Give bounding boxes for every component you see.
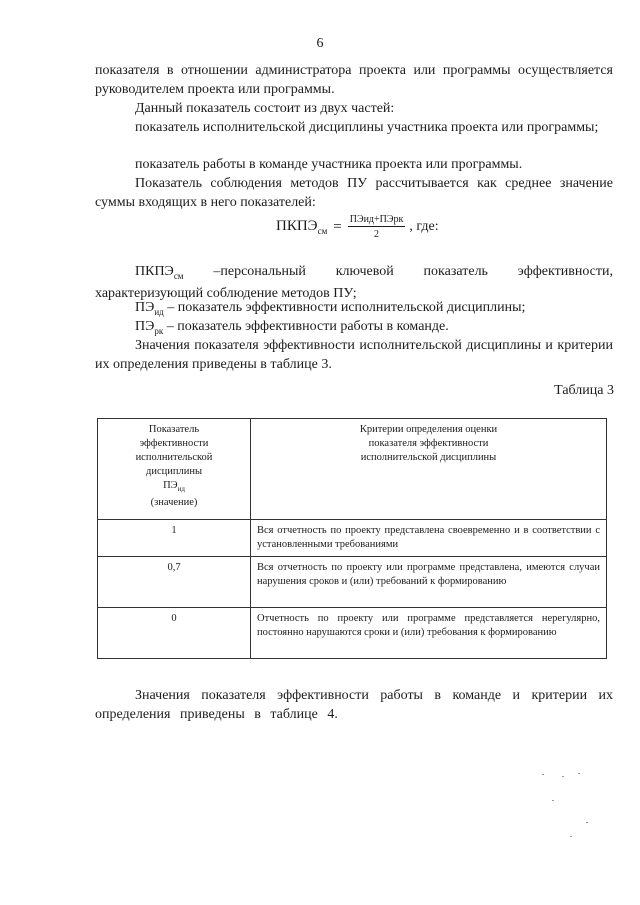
scan-specks [540, 770, 600, 840]
formula-denominator: 2 [374, 229, 380, 240]
paragraph-10: Значения показателя эффективности работы в команде и критерии их определения приведены в таблице 4. [95, 688, 613, 722]
table-row [98, 608, 607, 659]
table-cell-value: 1 [98, 520, 251, 557]
formula [276, 214, 439, 240]
table-cell-value: 0 [98, 608, 251, 659]
paragraph-definition-pkpe: $ПКПЭ_{см}$ –персональный ключевой показатель эффективности, характеризующий соблюдение методов ПУ; [95, 264, 613, 302]
table-cell-criteria: Вся отчетность по проекту представлена своевременно и в соответствии с установленными требованиями [251, 520, 607, 557]
paragraph-5: Показатель соблюдения методов ПУ рассчитывается как среднее значение суммы входящих в него показателей: [95, 176, 613, 210]
formula-tail: , где: [409, 219, 439, 234]
table-caption: Таблица 3 [554, 383, 614, 398]
table-header-row [98, 419, 607, 520]
header-cell-indicator: Показатель эффективности исполнительской дисциплины $ПЭ_{ид}$ (значение) [98, 419, 251, 520]
table-row [98, 520, 607, 557]
criteria-table [97, 418, 607, 659]
paragraph-9: Значения показателя эффективности исполнительской дисциплины и критерии их определения приведены в таблице 3. [95, 338, 613, 372]
formula-fraction [348, 214, 406, 240]
table-cell-value: 0,7 [98, 557, 251, 608]
paragraph-3: показатель исполнительской дисциплины участника проекта или программы; [135, 120, 599, 135]
paragraph-definition-pe-rk: $ПЭ_{рк}$ – показатель эффективности работы в команде. [135, 319, 449, 336]
formula-lhs-subscript: см [317, 226, 328, 236]
page-number: 6 [316, 36, 324, 51]
table-cell-criteria: Вся отчетность по проекту или программе представлена, имеются случаи нарушения сроков и (или) требований к формированию [251, 557, 607, 608]
formula-numerator: ПЭид+ПЭрк [349, 214, 404, 225]
table-row [98, 557, 607, 608]
table-cell-criteria: Отчетность по проекту или программе представляется нерегулярно, постоянно нарушаются сроки и (или) требования к формированию [251, 608, 607, 659]
paragraph-definition-pe-id: $ПЭ_{ид}$ – показатель эффективности исполнительской дисциплины; [135, 300, 526, 317]
paragraph-4: показатель работы в команде участника проекта или программы. [135, 157, 523, 172]
header-cell-criteria: Критерии определения оценки показателя эффективности исполнительской дисциплины [251, 419, 607, 520]
formula-lhs: $ПКПЭ_{см}$ [276, 218, 328, 236]
paragraph-2: Данный показатель состоит из двух частей: [135, 101, 395, 116]
formula-equals: = [333, 218, 342, 235]
paragraph-1: показателя в отношении администратора проекта или программы осуществляется руководителем проекта или программы. [95, 63, 613, 97]
